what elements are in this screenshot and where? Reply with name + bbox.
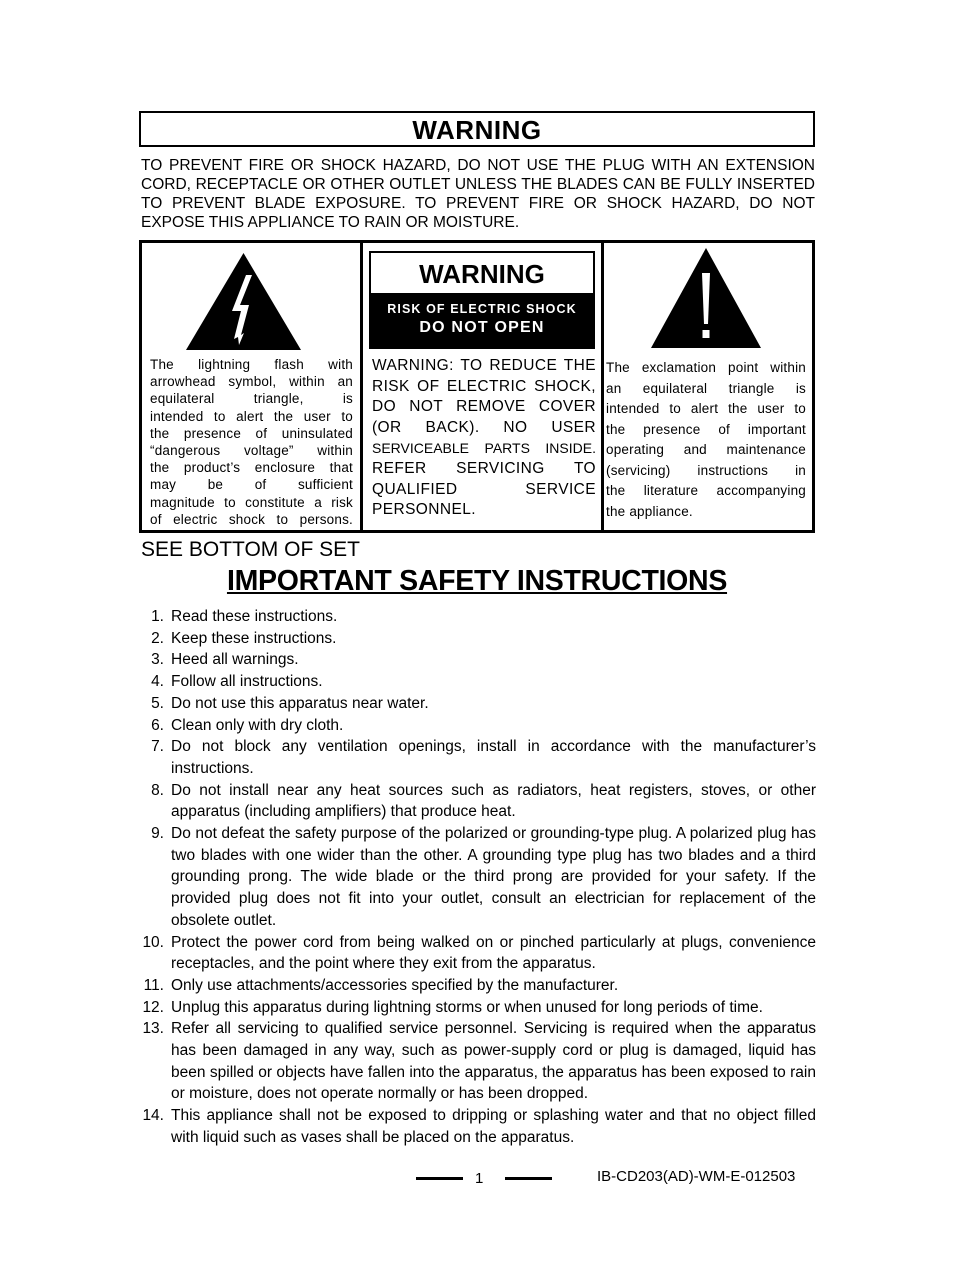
text-line: an equilateral triangle is — [606, 380, 806, 396]
item-text: Unplug this apparatus during lightning storms or when unused for long periods of time. — [171, 998, 763, 1016]
warning-text: TO PREVENT FIRE OR SHOCK HAZARD, DO NOT USE THE PLUG WITH AN EXTENSION CORD, RECEPTACLE OR OTHER OUTLET UNLESS THE BLADES CAN BE FULLY INSERTED TO PREVENT BLADE EXPOSURE. TO PREVENT FIRE OR SHOCK HAZARD, DO NOT EXPOSE THIS APPLIANCE TO RAIN OR MOISTURE. — [141, 157, 815, 231]
text-line: the literature accompanying — [606, 483, 806, 498]
list-item — [140, 606, 816, 628]
item-text: Do not use this apparatus near water. — [171, 694, 429, 712]
text-line: the product’s enclosure that — [150, 460, 353, 476]
list-item — [140, 715, 816, 737]
text-line: of electric shock to persons. — [150, 511, 353, 527]
exclamation-triangle-icon — [651, 248, 761, 348]
text-line: may be of sufficient — [150, 477, 353, 493]
lightning-description — [150, 356, 353, 528]
warning-label — [369, 251, 595, 349]
text-line: intended to alert the user to — [150, 408, 353, 424]
text-line: magnitude to constitute a risk — [150, 494, 353, 510]
list-item — [140, 1105, 816, 1148]
item-text: Protect the power cord from being walked on or pinched particularly at plugs, convenience receptacles, and the point where they exit from the apparatus. — [171, 933, 816, 973]
warning-label-description — [372, 356, 596, 521]
item-number: 4. — [151, 673, 164, 691]
text-line: arrowhead symbol, within an — [150, 374, 353, 390]
item-text: Follow all instructions. — [171, 673, 323, 691]
item-text: Read these instructions. — [171, 608, 338, 625]
list-item — [140, 628, 816, 650]
text-line: equilateral triangle, is — [150, 391, 353, 407]
item-number: 6. — [151, 716, 164, 734]
text-line: “dangerous voltage” within — [150, 443, 353, 459]
footer-rule-left — [416, 1177, 463, 1180]
list-item — [140, 975, 816, 997]
item-text: This appliance shall not be exposed to dripping or splashing water and that no object filled with liquid such as vases shall be placed on the apparatus. — [171, 1107, 816, 1146]
item-text: Only use attachments/accessories specified by the manufacturer. — [171, 976, 619, 994]
item-number: 7. — [151, 738, 164, 756]
text-line: RISK OF ELECTRIC SHOCK, — [372, 377, 596, 395]
page-title: IMPORTANT SAFETY INSTRUCTIONS — [226, 565, 728, 597]
warning-title: WARNING — [139, 111, 815, 147]
item-text: Do not defeat the safety purpose of the polarized or grounding-type plug. A polarized plug has two blades with one wider than the other. A grounding type plug has two blades and a third grounding prong. The wide blade or the third prong are provided for your safety. If the provided plug does not fit into your outlet, consult an electrician for replacement of the obsolete outlet. — [171, 825, 816, 929]
list-item — [140, 671, 816, 693]
footer-rule-right — [505, 1177, 552, 1180]
item-text: Heed all warnings. — [171, 651, 299, 669]
list-item — [140, 780, 816, 823]
text-line: the presence of important — [606, 421, 806, 437]
item-text: Do not install near any heat sources such as radiators, heat registers, stoves, or other apparatus (including amplifiers) that produce heat. — [171, 781, 816, 821]
item-number: 10. — [142, 933, 164, 951]
warning-label-title: WARNING — [419, 259, 545, 289]
instructions-list — [140, 606, 816, 1149]
list-item — [140, 1018, 816, 1105]
text-line: REFER SERVICING TO — [372, 459, 596, 477]
text-line: intended to alert the user to — [606, 401, 806, 416]
text-line: (servicing) instructions in — [606, 462, 806, 478]
item-text: Keep these instructions. — [171, 629, 337, 647]
item-number: 9. — [151, 825, 164, 843]
text-line: The lightning flash with — [150, 357, 353, 372]
item-number: 2. — [151, 629, 164, 647]
list-item — [140, 736, 816, 779]
item-text: Do not block any ventilation openings, install in accordance with the manufacturer’s instructions. — [171, 738, 816, 777]
item-text: Clean only with dry cloth. — [171, 716, 344, 734]
item-number: 14. — [142, 1107, 164, 1125]
text-line: the presence of uninsulated — [150, 425, 353, 441]
warning-label-panel — [360, 243, 604, 530]
text-line: DO NOT REMOVE COVER — [372, 398, 596, 416]
page-number: 1 — [475, 1170, 484, 1187]
item-number: 12. — [142, 998, 164, 1016]
text-line: operating and maintenance — [606, 442, 806, 457]
document-code: IB-CD203(AD)-WM-E-012503 — [597, 1168, 796, 1185]
lightning-symbol-panel — [142, 243, 360, 530]
item-number: 8. — [151, 781, 164, 799]
text-line: QUALIFIED SERVICE — [372, 480, 596, 498]
item-number: 11. — [143, 976, 164, 994]
warning-label-banner — [371, 293, 593, 347]
text-line: (OR BACK). NO USER — [372, 418, 596, 436]
list-item — [140, 693, 816, 715]
risk-of-shock-text: RISK OF ELECTRIC SHOCK — [387, 302, 577, 316]
list-item — [140, 997, 816, 1019]
see-bottom-of-set: SEE BOTTOM OF SET — [141, 538, 360, 561]
list-item — [140, 932, 816, 975]
safety-symbols-box — [139, 240, 815, 533]
item-number: 5. — [151, 694, 164, 712]
lightning-triangle-icon — [186, 253, 301, 350]
text-line: the appliance. — [606, 503, 693, 519]
text-line: The exclamation point within — [606, 360, 806, 375]
list-item — [140, 823, 816, 932]
text-line: WARNING: TO REDUCE THE — [372, 357, 596, 374]
item-text: Refer all servicing to qualified service personnel. Servicing is required when the apparatus has been damaged in any way, such as power-supply cord or plug is damaged, liquid has been spilled or objects have fallen into the apparatus, the apparatus has been exposed to rain or moisture, does not operate normally or has been dropped. — [171, 1020, 816, 1103]
list-item — [140, 649, 816, 671]
item-number: 13. — [142, 1020, 164, 1038]
do-not-open-text: DO NOT OPEN — [419, 319, 545, 336]
text-line: PERSONNEL. — [372, 501, 476, 519]
item-number: 3. — [151, 651, 164, 669]
exclamation-description — [606, 358, 806, 522]
item-number: 1. — [151, 608, 164, 625]
exclamation-symbol-panel — [601, 243, 812, 530]
text-line: SERVICEABLE PARTS INSIDE. — [372, 440, 596, 457]
